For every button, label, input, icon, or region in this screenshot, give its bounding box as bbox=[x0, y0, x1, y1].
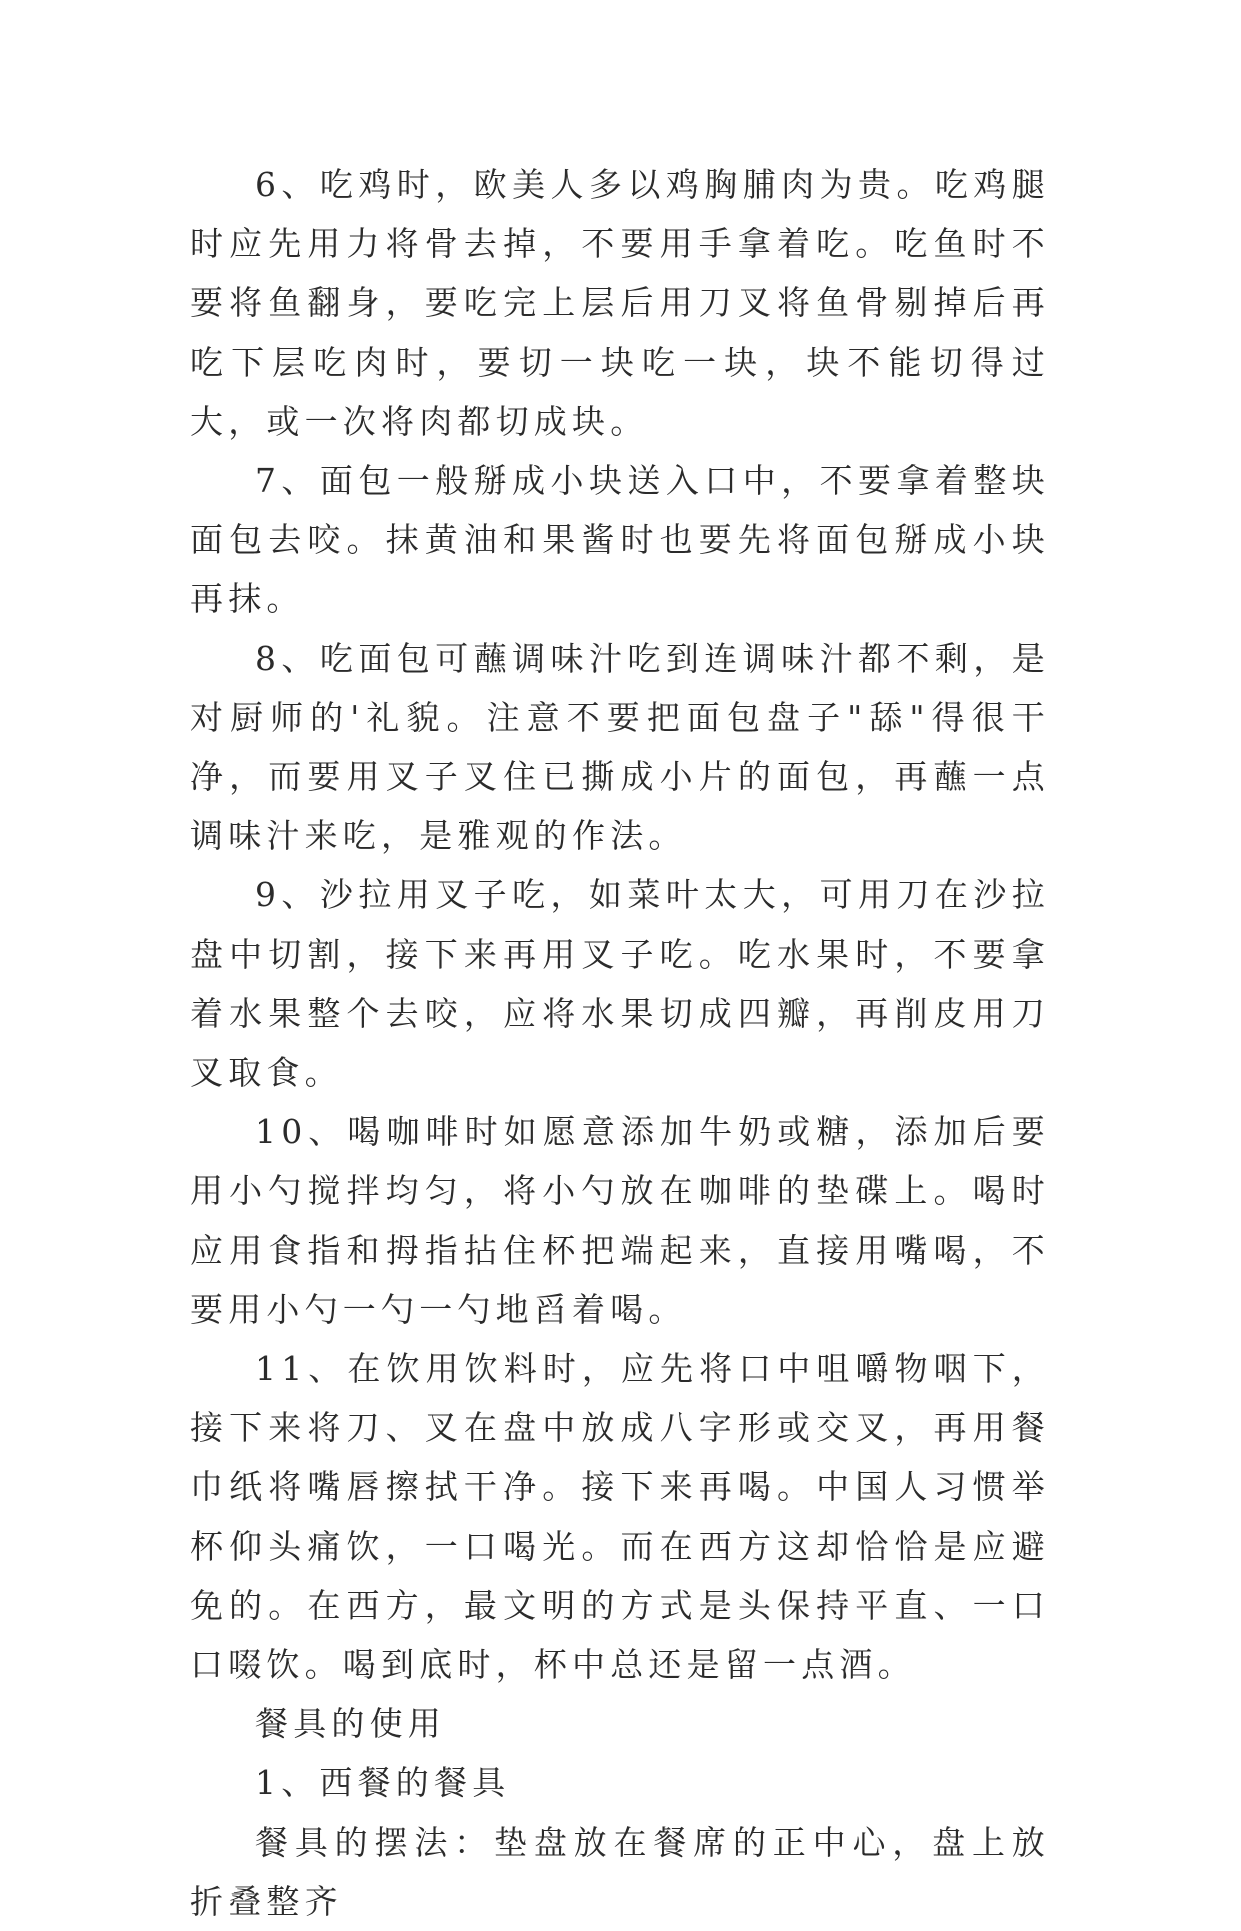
paragraph-tableware-setting: 餐具的摆法：垫盘放在餐席的正中心，盘上放折叠整齐 bbox=[190, 1822, 1050, 1921]
paragraph-coffee: 10、喝咖啡时如愿意添加牛奶或糖，添加后要用小勺搅拌均匀，将小勺放在咖啡的垫碟上。喝时应用食指和拇指拈住杯把端起来，直接用嘴喝，不要用小勺一勺一勺地舀着喝。 bbox=[190, 1112, 1050, 1329]
paragraph-salad-fruit: 9、沙拉用叉子吃，如菜叶太大，可用刀在沙拉盘中切割，接下来再用叉子吃。吃水果时，不要拿着水果整个去咬，应将水果切成四瓣，再削皮用刀叉取食。 bbox=[190, 875, 1050, 1093]
paragraph-bread: 7、面包一般掰成小块送入口中，不要拿着整块面包去咬。抹黄油和果酱时也要先将面包掰成小块再抹。 bbox=[190, 461, 1050, 619]
section-heading-tableware-use: 餐具的使用 bbox=[255, 1704, 446, 1744]
document-body bbox=[190, 155, 1050, 1931]
subsection-heading-western-tableware: 1、西餐的餐具 bbox=[255, 1763, 511, 1803]
paragraph-bread-sauce: 8、吃面包可蘸调味汁吃到连调味汁都不剩，是对厨师的'礼貌。注意不要把面包盘子"舔"得很干净，而要用叉子叉住已撕成小片的面包，再蘸一点调味汁来吃，是雅观的作法。 bbox=[190, 638, 1050, 856]
paragraph-drinks: 11、在饮用饮料时，应先将口中咀嚼物咽下，接下来将刀、叉在盘中放成八字形或交叉，再用餐巾纸将嘴唇擦拭干净。接下来再喝。中国人习惯举杯仰头痛饮，一口喝光。而在西方这却恰恰是应避免的。在西方，最文明的方式是头保持平直、一口口啜饮。喝到底时，杯中总还是留一点酒。 bbox=[190, 1349, 1050, 1685]
paragraph-eating-chicken-fish: 6、吃鸡时，欧美人多以鸡胸脯肉为贵。吃鸡腿时应先用力将骨去掉，不要用手拿着吃。吃鱼时不要将鱼翻身，要吃完上层后用刀叉将鱼骨剔掉后再吃下层吃肉时，要切一块吃一块，块不能切得过大，或一次将肉都切成块。 bbox=[190, 165, 1050, 441]
